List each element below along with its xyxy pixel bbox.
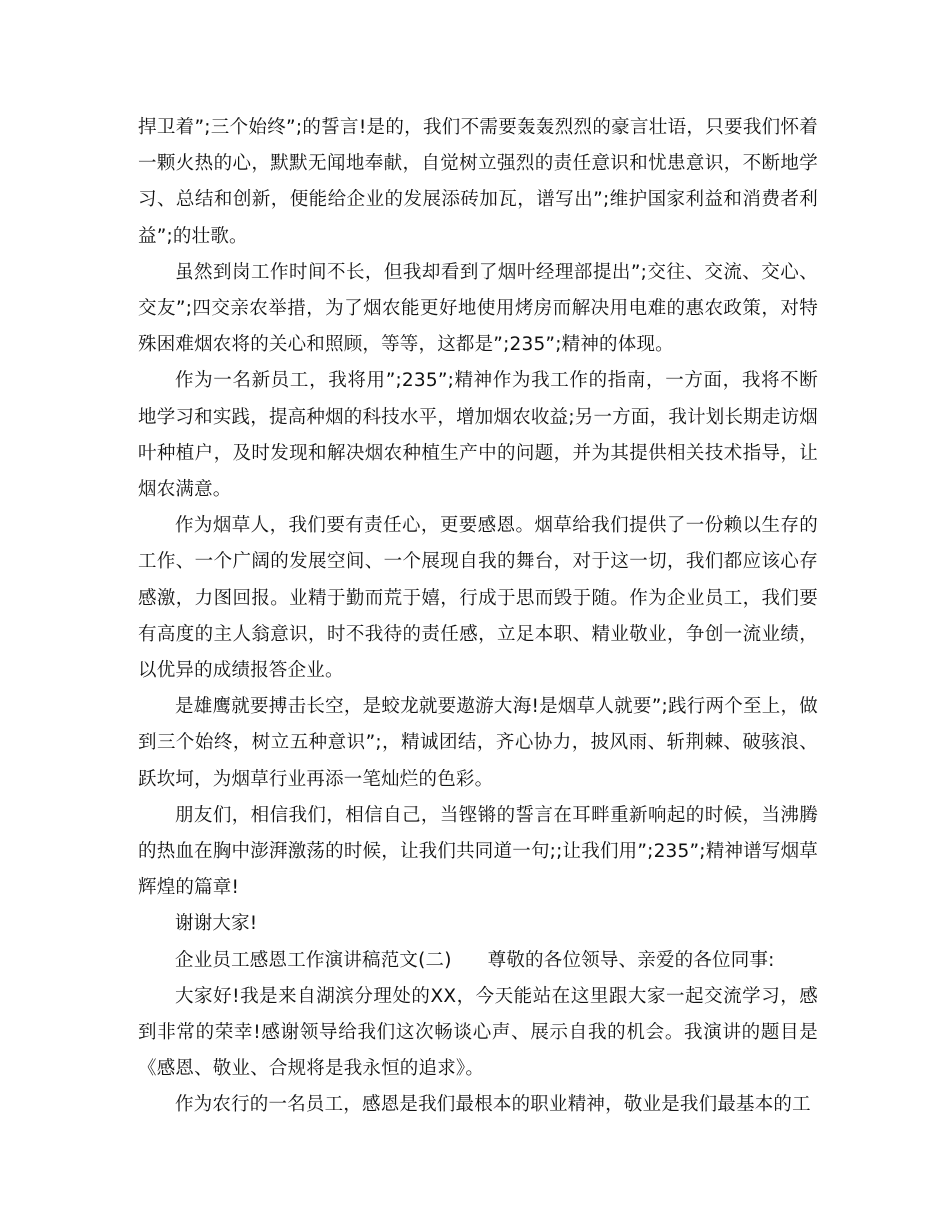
- document-body: [138, 110, 818, 1124]
- paragraph-7: 大家好!我是来自湖滨分理处的XX，今天能站在这里跟大家一起交流学习，感到非常的荣幸!感谢领导给我们这次畅谈心声、展示自我的机会。我演讲的题目是《感恩、敬业、合规将是我永恒的追求》。: [138, 985, 818, 1080]
- paragraph-3: 作为一名新员工，我将用”;235”;精神作为我工作的指南，一方面，我将不断地学习和实践，提高种烟的科技水平，增加烟农收益;另一方面，我计划长期走访烟叶种植户，及时发现和解决烟农种植生产中的问题，并为其提供相关技术指导，让烟农满意。: [138, 370, 818, 501]
- salutation: 尊敬的各位领导、亲爱的各位同事:: [487, 949, 775, 971]
- paragraph-6: 朋友们，相信我们，相信自己，当铿锵的誓言在耳畔重新响起的时候，当沸腾的热血在胸中澎湃激荡的时候，让我们共同道一句;;让我们用”;235”;精神谱写烟草辉煌的篇章!: [138, 804, 818, 899]
- paragraph-1: 捍卫着”;三个始终”;的誓言!是的，我们不需要轰轰烈烈的豪言壮语，只要我们怀着一颗火热的心，默默无闻地奉献，自觉树立强烈的责任意识和忧患意识，不断地学习、总结和创新，便能给企业的发展添砖加瓦，谱写出”;维护国家利益和消费者利益”;的壮歌。: [138, 117, 818, 247]
- paragraph-4: 作为烟草人，我们要有责任心，更要感恩。烟草给我们提供了一份赖以生存的工作、一个广阔的发展空间、一个展现自我的舞台，对于这一切，我们都应该心存感激，力图回报。业精于勤而荒于嬉，行成于思而毁于随。作为企业员工，我们要有高度的主人翁意识，时不我待的责任感，立足本职、精业敬业，争创一流业绩，以优异的成绩报答企业。: [138, 515, 818, 682]
- paragraph-8: 作为农行的一名员工，感恩是我们最根本的职业精神，敬业是我们最基本的工: [175, 1094, 811, 1116]
- paragraph-5: 是雄鹰就要搏击长空，是蛟龙就要遨游大海!是烟草人就要”;践行两个至上，做到三个始终，树立五种意识”;，精诚团结，齐心协力，披风雨、斩荆棘、破骇浪、跃坎坷，为烟草行业再添一笔灿烂的色彩。: [138, 696, 818, 790]
- section-title: 企业员工感恩工作演讲稿范文(二): [175, 949, 452, 971]
- paragraph-thanks: 谢谢大家!: [175, 913, 258, 935]
- paragraph-2: 虽然到岗工作时间不长，但我却看到了烟叶经理部提出”;交往、交流、交心、交友”;四交亲农举措，为了烟农能更好地使用烤房而解决用电难的惠农政策，对特殊困难烟农将的关心和照顾，等等，这都是”;235”;精神的体现。: [138, 261, 818, 356]
- section-heading: [138, 943, 818, 979]
